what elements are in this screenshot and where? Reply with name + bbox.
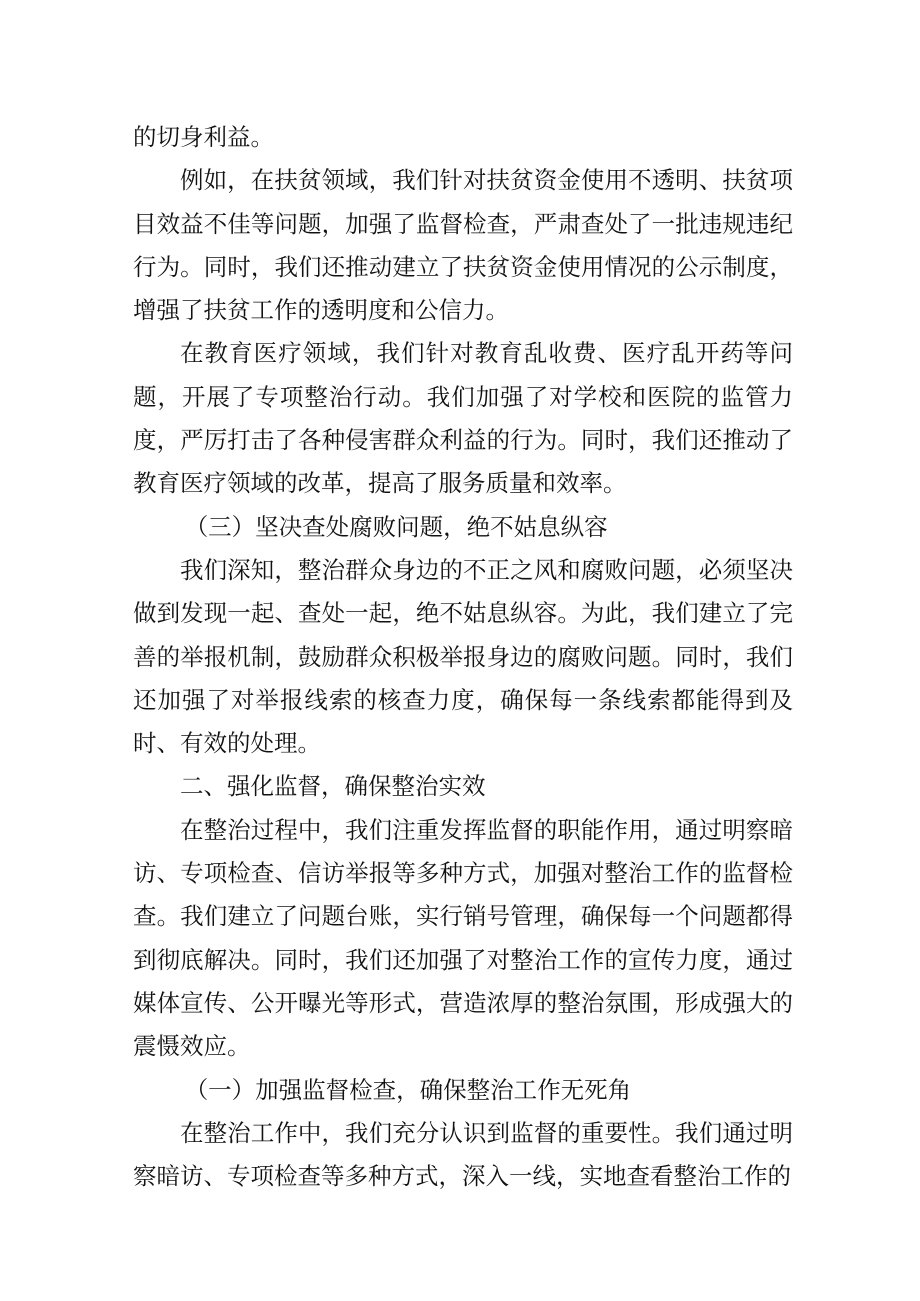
paragraph-inspection: 在整治工作中，我们充分认识到监督的重要性。我们通过明察暗访、专项检查等多种方式，深入一线，实地查看整治工作的 (133, 1118, 793, 1191)
section-heading-one: （一）加强监督检查，确保整治工作无死角 (184, 1075, 632, 1104)
paragraph-corruption: 我们深知，整治群众身边的不正之风和腐败问题，必须坚决做到发现一起、查处一起，绝不姑息纵容。为此，我们建立了完善的举报机制，鼓励群众积极举报身边的腐败问题。同时，我们还加强了对举报线索的核查力度，确保每一条线索都能得到及时、有效的处理。 (133, 555, 793, 758)
section-heading-three: （三）坚决查处腐败问题，绝不姑息纵容 (184, 512, 608, 541)
paragraph-supervision: 在整治过程中，我们注重发挥监督的职能作用，通过明察暗访、专项检查、信访举报等多种方式，加强对整治工作的监督检查。我们建立了问题台账，实行销号管理，确保每一个问题都得到彻底解决。同时，我们还加强了对整治工作的宣传力度，通过媒体宣传、公开曝光等形式，营造浓厚的整治氛围，形成强大的震慑效应。 (133, 815, 793, 1061)
paragraph-continued: 的切身利益。 (133, 123, 274, 151)
document-body (133, 116, 793, 1198)
section-heading-two: 二、强化监督，确保整治实效 (180, 772, 486, 801)
paragraph-education-medical: 在教育医疗领域，我们针对教育乱收费、医疗乱开药等问题，开展了专项整治行动。我们加强了对学校和医院的监管力度，严厉打击了各种侵害群众利益的行为。同时，我们还推动了教育医疗领域的改革，提高了服务质量和效率。 (133, 339, 793, 498)
paragraph-poverty-alleviation: 例如，在扶贫领域，我们针对扶贫资金使用不透明、扶贫项目效益不佳等问题，加强了监督检查，严肃查处了一批违规违纪行为。同时，我们还推动建立了扶贫资金使用情况的公示制度，增强了扶贫工作的透明度和公信力。 (133, 166, 793, 325)
